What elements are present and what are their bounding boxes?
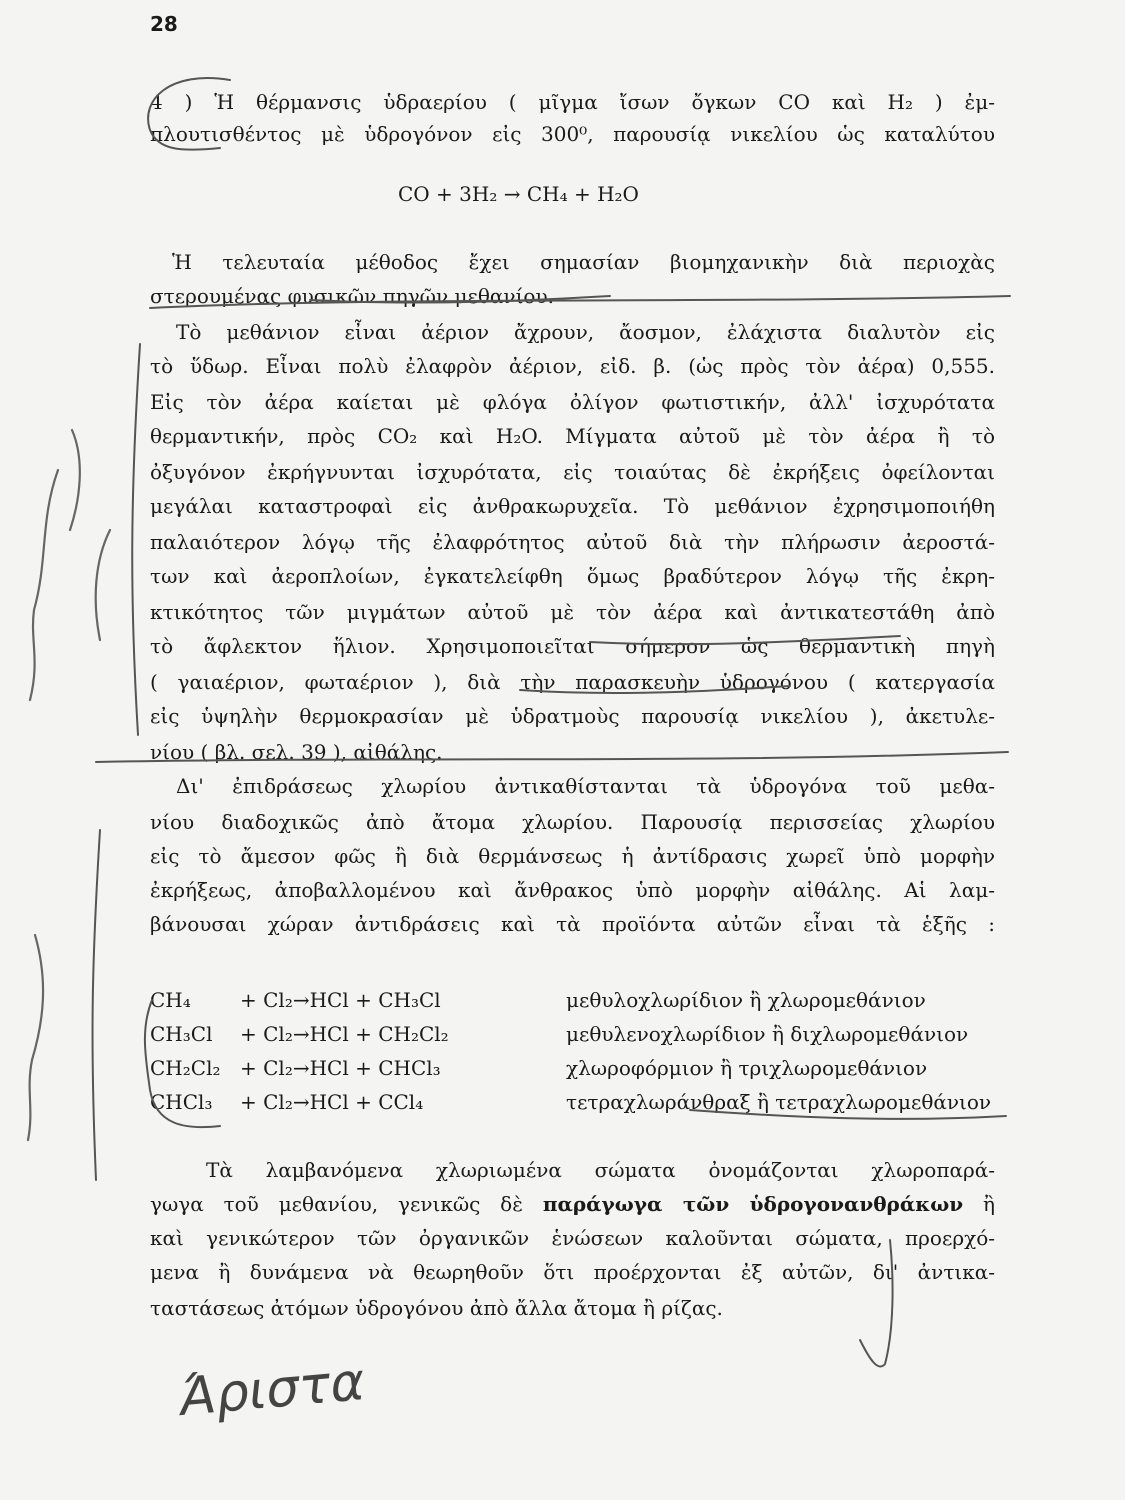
chlorination-line: Δι' ἐπιδράσεως χλωρίου ἀντικαθίστανται τὰ ὑδρογόνα τοῦ μεθα- xyxy=(176,774,995,798)
page-number: 28 xyxy=(150,12,178,36)
item4-line1: 4 ) Ἡ θέρμανσις ὑδραερίου ( μῖγμα ἴσων ὄγκων CO καὶ H₂ ) ἐμ- xyxy=(150,90,995,114)
reaction-reagent: + Cl₂→HCl + CCl₄ xyxy=(240,1090,424,1114)
reaction-reactant: CH₂Cl₂ xyxy=(150,1056,221,1080)
properties-line: εἰς ὑψηλὴν θερμοκρασίαν μὲ ὑδρατμοὺς παρουσίᾳ νικελίου ), ἀκετυλε- xyxy=(150,704,995,728)
reaction-name: τετραχλωράνθραξ ἢ τετραχλωρομεθάνιον xyxy=(566,1090,992,1114)
reaction-reagent: + Cl₂→HCl + CH₂Cl₂ xyxy=(240,1022,449,1046)
reaction-reactant: CH₃Cl xyxy=(150,1022,213,1046)
properties-line: ( γαιαέριον, φωταέριον ), διὰ τὴν παρασκευὴν ὑδρογόνου ( κατεργασία xyxy=(150,670,995,694)
derivatives-line: καὶ γενικώτερον τῶν ὀργανικῶν ἑνώσεων καλοῦνται σώματα, προερχό- xyxy=(150,1226,995,1250)
reaction-reagent: + Cl₂→HCl + CHCl₃ xyxy=(240,1056,441,1080)
chlorination-line: ἐκρήξεως, ἀποβαλλομένου καὶ ἄνθρακος ὑπὸ μορφὴν αἰθάλης. Αἱ λαμ- xyxy=(150,878,995,902)
derivatives-line: Τὰ λαμβανόμενα χλωριωμένα σώματα ὀνομάζονται χλωροπαρά- xyxy=(206,1158,995,1182)
chlorination-line: εἰς τὸ ἄμεσον φῶς ἢ διὰ θερμάνσεως ἡ ἀντίδρασις χωρεῖ ὑπὸ μορφὴν xyxy=(150,844,995,868)
properties-line: ὀξυγόνον ἐκρήγνυνται ἰσχυρότατα, εἰς τοιαύτας δὲ ἐκρήξεις ὀφείλονται xyxy=(150,460,995,484)
properties-line: μεγάλαι καταστροφαὶ εἰς ἀνθρακωρυχεῖα. Τὸ μεθάνιον ἐχρησιμοποιήθη xyxy=(150,494,995,518)
derivatives-line: ταστάσεως ἀτόμων ὑδρογόνου ἀπὸ ἄλλα ἄτομα ἢ ρίζας. xyxy=(150,1296,723,1320)
derivatives-text: γωγα τοῦ μεθανίου, γενικῶς δὲ xyxy=(150,1192,543,1216)
properties-line: τὸ ὕδωρ. Εἶναι πολὺ ἐλαφρὸν ἀέριον, εἰδ. β. (ὡς πρὸς τὸν ἀέρα) 0,555. xyxy=(150,354,995,378)
properties-line: κτικότητος τῶν μιγμάτων αὐτοῦ μὲ τὸν ἀέρα καὶ ἀντικατεστάθη ἀπὸ xyxy=(150,600,995,624)
reaction-name: μεθυλοχλωρίδιον ἢ χλωρομεθάνιον xyxy=(566,988,926,1012)
properties-line: Τὸ μεθάνιον εἶναι ἀέριον ἄχρουν, ἄοσμον, ἐλάχιστα διαλυτὸν εἰς xyxy=(176,320,995,344)
properties-line: τὸ ἄφλεκτον ἥλιον. Χρησιμοποιεῖται σήμερον ὡς θερμαντικὴ πηγὴ xyxy=(150,634,995,658)
item4-line2: πλουτισθέντος μὲ ὑδρογόνον εἰς 300⁰, παρουσίᾳ νικελίου ὡς καταλύτου xyxy=(150,122,995,146)
properties-line: Εἰς τὸν ἀέρα καίεται μὲ φλόγα ὀλίγον φωτιστικήν, ἀλλ' ἰσχυρότατα xyxy=(150,390,995,414)
reaction-name: μεθυλενοχλωρίδιον ἢ διχλωρομεθάνιον xyxy=(566,1022,969,1046)
chlorination-line: βάνουσαι χώραν ἀντιδράσεις καὶ τὰ προϊόντα αὐτῶν εἶναι τὰ ἑξῆς : xyxy=(150,912,995,936)
item4-line4: στερουμένας φυσικῶν πηγῶν μεθανίου. xyxy=(150,284,554,308)
properties-line: των καὶ ἀεροπλοίων, ἐγκατελείφθη ὅμως βραδύτερον λόγῳ τῆς ἐκρη- xyxy=(150,564,995,588)
item4-line3: Ἡ τελευταία μέθοδος ἔχει σημασίαν βιομηχανικὴν διὰ περιοχὰς xyxy=(172,250,995,274)
reaction-name: χλωροφόρμιον ἢ τριχλωρομεθάνιον xyxy=(566,1056,928,1080)
derivatives-line: μενα ἢ δυνάμενα νὰ θεωρηθοῦν ὅτι προέρχονται ἐξ αὐτῶν, δι' ἀντικα- xyxy=(150,1260,995,1284)
reaction-reagent: + Cl₂→HCl + CH₃Cl xyxy=(240,988,441,1012)
properties-line: παλαιότερον λόγῳ τῆς ἐλαφρότητος αὐτοῦ διὰ τὴν πλήρωσιν ἀεροστά- xyxy=(150,530,995,554)
chlorination-line: νίου διαδοχικῶς ἀπὸ ἄτομα χλωρίου. Παρουσίᾳ περισσείας χλωρίου xyxy=(150,810,995,834)
equation: CO + 3H₂ → CH₄ + H₂O xyxy=(398,182,639,206)
derivatives-text: ἢ xyxy=(963,1192,995,1216)
grade-handwriting: Άριστα xyxy=(177,1352,367,1428)
properties-line: νίου ( βλ. σελ. 39 ), αἰθάλης. xyxy=(150,740,443,764)
derivatives-bold-term: παράγωγα τῶν ὑδρογονανθράκων xyxy=(542,1192,964,1216)
reaction-reactant: CH₄ xyxy=(150,988,191,1012)
properties-line: θερμαντικήν, πρὸς CO₂ καὶ H₂O. Μίγματα αὐτοῦ μὲ τὸν ἀέρα ἢ τὸ xyxy=(150,424,995,448)
reaction-reactant: CHCl₃ xyxy=(150,1090,213,1114)
